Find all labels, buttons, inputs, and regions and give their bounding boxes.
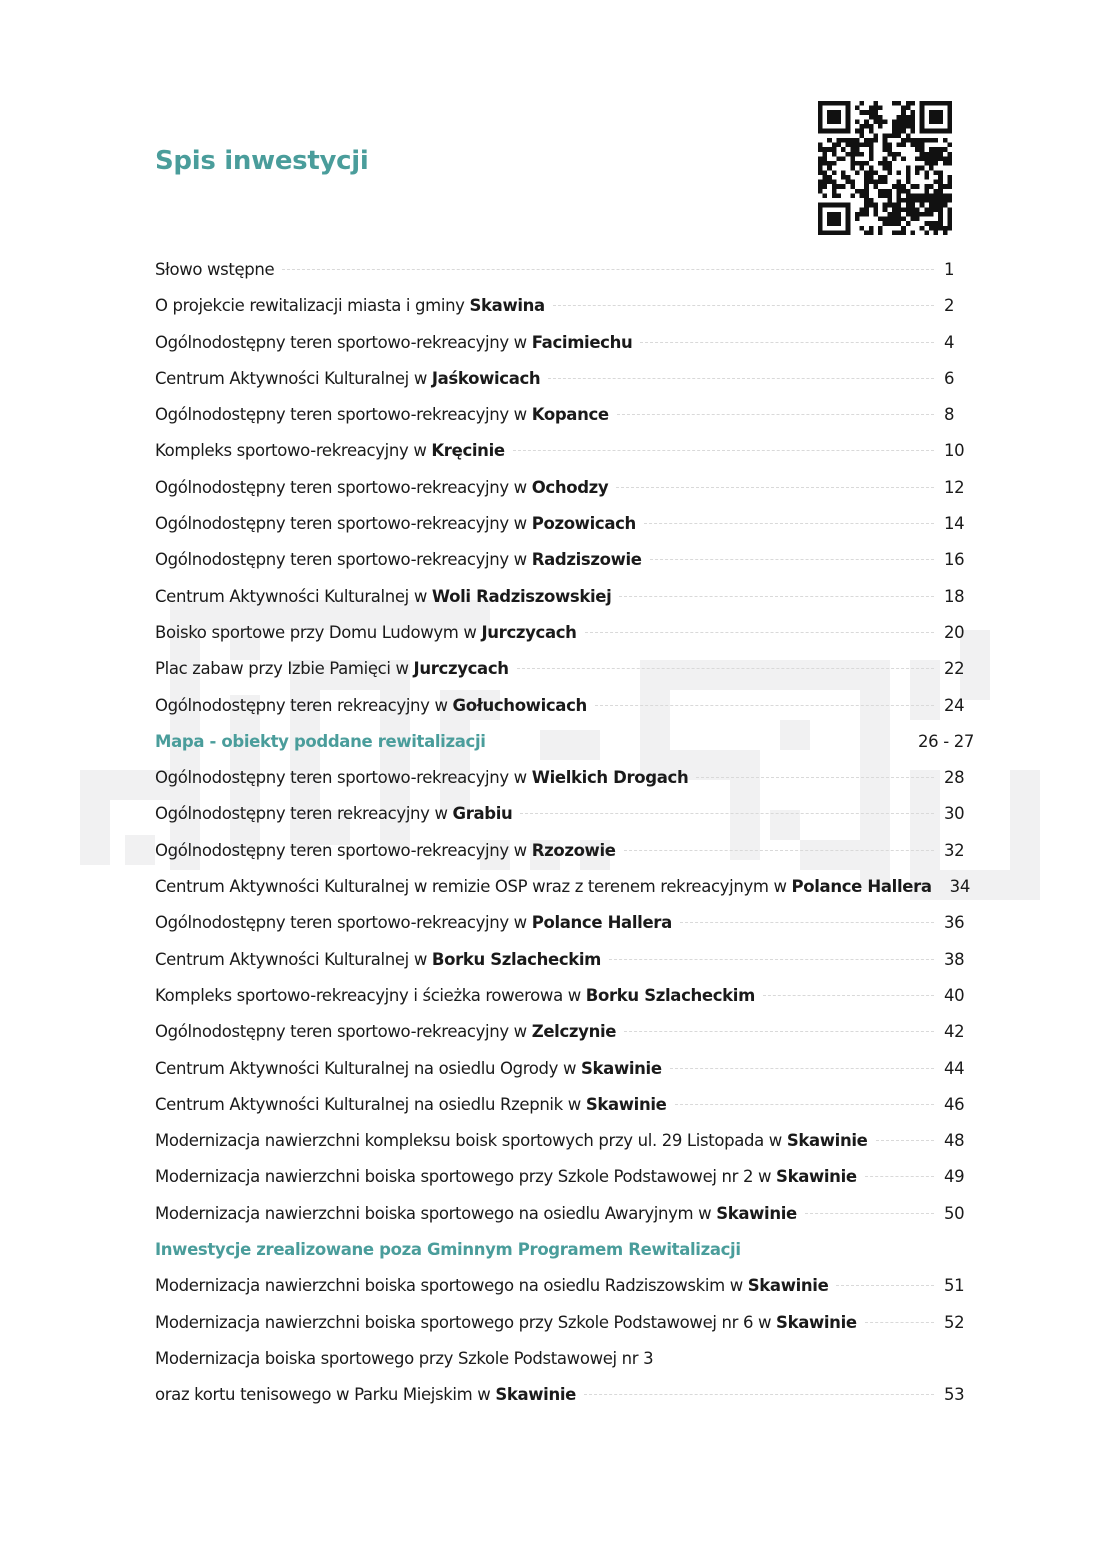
toc-entry-title	[155, 1014, 616, 1050]
dot-leader	[624, 1031, 934, 1032]
toc-entry-place: Zelczynie	[531, 1022, 617, 1042]
toc-entry-text: Modernizacja nawierzchni boiska sportowego przy Szkole Podstawowej nr 2 w	[155, 1167, 777, 1187]
toc-entry-title	[155, 433, 505, 469]
toc-entry-text: Kompleks sportowo-rekreacyjny w	[155, 441, 432, 461]
toc-entry-text: Kompleks sportowo-rekreacyjny i ścieżka rowerowa w	[155, 985, 586, 1005]
toc-entry	[155, 1268, 970, 1304]
toc-entry-title	[155, 688, 587, 724]
toc-entry	[155, 833, 970, 869]
toc-page-number: 22	[944, 659, 965, 679]
toc-entry-place: Facimiechu	[531, 332, 633, 352]
toc-page-number: 51	[944, 1276, 965, 1296]
dot-leader	[595, 705, 934, 706]
toc-entry	[155, 1051, 970, 1087]
toc-entry-place: Jurczycach	[413, 659, 509, 679]
toc-entry	[155, 615, 970, 651]
toc-entry-title	[155, 796, 512, 832]
toc-entry-title	[155, 905, 672, 941]
toc-entry-place: Gołuchowicach	[452, 695, 587, 715]
toc-entry	[155, 470, 970, 506]
toc-entry-text: Ogólnodostępny teren sportowo-rekreacyjny w	[155, 550, 532, 570]
toc-entry-text: Ogólnodostępny teren sportowo-rekreacyjny w	[155, 477, 532, 497]
dot-leader	[617, 414, 934, 415]
toc-entry-text: Słowo wstępne	[155, 260, 275, 279]
toc-entry-title	[155, 542, 642, 578]
toc-entry	[155, 651, 970, 687]
toc-entry-place: Skawinie	[747, 1276, 829, 1296]
toc-entry-title	[155, 1232, 741, 1268]
toc-entry-place: Skawinie	[776, 1167, 857, 1187]
toc-entry-title	[155, 506, 636, 542]
toc-entry	[155, 252, 970, 288]
toc-entry-title	[155, 252, 274, 288]
dot-leader	[513, 450, 934, 451]
dot-leader	[876, 1140, 934, 1141]
toc-page-number: 50	[944, 1203, 965, 1223]
dot-leader	[624, 850, 934, 851]
toc-entry-text: Modernizacja boiska sportowego przy Szkole Podstawowej nr 3	[155, 1348, 654, 1368]
dot-leader	[670, 1068, 934, 1069]
toc-entry	[155, 724, 974, 760]
toc-entry-text: Modernizacja nawierzchni boiska sportowego przy Szkole Podstawowej nr 6 w	[155, 1312, 777, 1332]
toc-entry-text: O projekcie rewitalizacji miasta i gminy	[155, 296, 470, 316]
toc-page-number: 34	[949, 877, 970, 897]
toc-entry-place: Skawina	[469, 296, 545, 316]
dot-leader	[805, 1213, 934, 1214]
toc-entry-place: Skawinie	[495, 1385, 577, 1405]
toc-entry-title	[155, 579, 611, 615]
toc-entry-place: Borku Szlacheckim	[585, 985, 755, 1005]
dot-leader	[520, 813, 934, 814]
toc-entry-place: Skawinie	[786, 1131, 868, 1151]
toc-entry-text: Centrum Aktywności Kulturalnej w	[155, 586, 432, 606]
toc-entry-text: Ogólnodostępny teren rekreacyjny w	[155, 695, 453, 715]
toc-entry	[155, 1087, 970, 1123]
dot-leader	[517, 668, 934, 669]
toc-entry-text: Plac zabaw przy Izbie Pamięci w	[155, 659, 414, 679]
toc-entry-place: Polance Hallera	[531, 913, 672, 933]
toc-entry-place: Borku Szlacheckim	[431, 949, 602, 969]
toc-page-number: 10	[944, 441, 965, 461]
dot-leader	[644, 523, 934, 524]
toc-page-number: 4	[944, 332, 955, 352]
dot-leader	[585, 632, 934, 633]
toc-entry	[155, 542, 970, 578]
toc-page-number: 40	[944, 985, 965, 1005]
toc-entry-text: Centrum Aktywności Kulturalnej na osiedlu Rzepnik w	[155, 1094, 586, 1114]
toc-entry-text: Modernizacja nawierzchni boiska sportowego na osiedlu Awaryjnym w	[155, 1203, 717, 1223]
toc-entry	[155, 869, 970, 905]
dot-leader	[675, 1104, 935, 1105]
toc-entry	[155, 760, 970, 796]
toc-entry-place: Skawinie	[585, 1094, 667, 1114]
dot-leader	[680, 922, 934, 923]
toc-page-number: 49	[944, 1167, 965, 1187]
toc-page-number: 18	[944, 586, 965, 606]
toc-entry-title	[155, 869, 932, 905]
toc-entry-text: Ogólnodostępny teren rekreacyjny w	[155, 804, 453, 824]
toc-entry	[155, 1305, 970, 1341]
toc-page-number: 44	[944, 1058, 965, 1078]
toc-entry-title	[155, 942, 601, 978]
toc-entry-title	[155, 651, 509, 687]
dot-leader	[640, 342, 934, 343]
toc-entry-title	[155, 361, 540, 397]
toc-page-number: 20	[944, 622, 965, 642]
toc-page-number: 38	[944, 949, 965, 969]
toc-entry-title	[155, 615, 577, 651]
toc-entry	[155, 579, 970, 615]
toc-entry-title	[155, 1341, 653, 1377]
toc-entry-title	[155, 1268, 828, 1304]
toc-entry	[155, 1341, 970, 1377]
toc-entry-title	[155, 1123, 868, 1159]
dot-leader	[865, 1176, 934, 1177]
toc-page-number: 32	[944, 840, 965, 860]
toc-page-number: 46	[944, 1094, 965, 1114]
toc-entry	[155, 905, 970, 941]
dot-leader	[619, 596, 934, 597]
toc-entry	[155, 325, 970, 361]
toc-page-number: 8	[944, 405, 955, 425]
toc-entry-text: Centrum Aktywności Kulturalnej w remizie OSP wraz z terenem rekreacyjnym w	[155, 877, 792, 897]
toc-entry-text: Centrum Aktywności Kulturalnej w	[155, 949, 432, 969]
toc-page-number: 24	[944, 695, 965, 715]
toc-page-number: 6	[944, 368, 955, 388]
toc-entry-place: Grabiu	[452, 804, 513, 824]
toc-entry-title	[155, 760, 688, 796]
toc-entry	[155, 1123, 970, 1159]
toc-entry-text: Ogólnodostępny teren sportowo-rekreacyjny w	[155, 840, 532, 860]
toc-entry-title	[155, 1377, 576, 1413]
dot-leader	[616, 487, 934, 488]
toc-entry-place: Skawinie	[776, 1312, 857, 1332]
toc-entry-text: Modernizacja nawierzchni boiska sportowego na osiedlu Radziszowskim w	[155, 1276, 748, 1296]
dot-leader	[494, 741, 934, 742]
toc-entry-text: Ogólnodostępny teren sportowo-rekreacyjny w	[155, 405, 532, 425]
toc-entry	[155, 978, 970, 1014]
toc-entry-text: Ogólnodostępny teren sportowo-rekreacyjny w	[155, 514, 532, 534]
toc-entry	[155, 506, 970, 542]
toc-entry-title	[155, 724, 486, 760]
toc-entry-place: Skawinie	[716, 1203, 797, 1223]
toc-page-number: 48	[944, 1131, 965, 1151]
toc-entry-place: Pozowicach	[531, 514, 636, 534]
toc-entry	[155, 433, 970, 469]
dot-leader	[548, 378, 934, 379]
toc-page-number: 30	[944, 804, 965, 824]
dot-leader	[865, 1322, 934, 1323]
dot-leader	[282, 269, 934, 270]
toc-entry-text: Centrum Aktywności Kulturalnej w	[155, 368, 432, 388]
toc-page-number: 16	[944, 550, 965, 570]
toc-entry-title	[155, 978, 755, 1014]
toc-entry-title	[155, 1159, 857, 1195]
toc-page-number: 26 - 27	[918, 731, 974, 751]
toc-entry-title	[155, 1051, 662, 1087]
toc-entry-title	[155, 1087, 667, 1123]
toc-entry-text: Ogólnodostępny teren sportowo-rekreacyjny w	[155, 1022, 532, 1042]
dot-leader	[836, 1285, 934, 1286]
toc-entry-place: Skawinie	[581, 1058, 662, 1078]
toc-entry-title	[155, 1196, 797, 1232]
toc-entry-place: Jaśkowicach	[431, 368, 541, 388]
toc-entry-title	[155, 1305, 857, 1341]
toc-entry	[155, 688, 970, 724]
toc-entry-place: Rzozowie	[531, 840, 616, 860]
toc-entry-text: Ogólnodostępny teren sportowo-rekreacyjny w	[155, 913, 532, 933]
toc-entry-place: Jurczycach	[481, 622, 577, 642]
toc-entry-text: Centrum Aktywności Kulturalnej na osiedlu Ogrody w	[155, 1058, 582, 1078]
toc-page-number: 2	[944, 296, 955, 316]
dot-leader	[584, 1394, 934, 1395]
toc-entry-place: Wielkich Drogach	[531, 768, 689, 788]
toc-entry-text: Ogólnodostępny teren sportowo-rekreacyjny w	[155, 332, 532, 352]
toc-page-number: 28	[944, 768, 965, 788]
toc-page-number: 52	[944, 1312, 965, 1332]
toc-entry	[155, 397, 970, 433]
qr-code-icon	[818, 101, 952, 235]
toc-entry	[155, 796, 970, 832]
toc-entry-title	[155, 288, 545, 324]
dot-leader	[650, 559, 934, 560]
toc-entry-title	[155, 470, 608, 506]
toc-entry-title	[155, 397, 609, 433]
toc-entry	[155, 1232, 970, 1268]
toc-page-number: 14	[944, 514, 965, 534]
toc-entry	[155, 1014, 970, 1050]
toc-entry	[155, 1196, 970, 1232]
page-title: Spis inwestycji	[155, 146, 369, 176]
toc-page-number: 53	[944, 1385, 965, 1405]
toc-entry	[155, 1377, 970, 1413]
toc-entry	[155, 361, 970, 397]
toc-page-number: 42	[944, 1022, 965, 1042]
toc-entry	[155, 288, 970, 324]
toc-entry	[155, 942, 970, 978]
dot-leader	[763, 995, 934, 996]
toc-page-number: 36	[944, 913, 965, 933]
toc-entry-place: Woli Radziszowskiej	[431, 586, 612, 606]
toc-entry-place: Polance Hallera	[791, 877, 932, 897]
toc-entry-text: oraz kortu tenisowego w Parku Miejskim w	[155, 1385, 496, 1405]
toc-entry-title	[155, 325, 632, 361]
toc-page-number: 12	[944, 477, 965, 497]
toc-entry-text: Modernizacja nawierzchni kompleksu boisk sportowych przy ul. 29 Listopada w	[155, 1131, 787, 1151]
toc-entry-title	[155, 833, 616, 869]
toc-entry-place: Ochodzy	[531, 477, 609, 497]
toc-entry-place: Kopance	[531, 405, 609, 425]
toc-entry-text: Inwestycje zrealizowane poza Gminnym Programem Rewitalizacji	[155, 1240, 741, 1260]
toc-entry-place: Radziszowie	[531, 550, 642, 570]
toc-entry-text: Mapa - obiekty poddane rewitalizacji	[155, 731, 486, 751]
dot-leader	[696, 777, 934, 778]
toc-entry-text: Boisko sportowe przy Domu Ludowym w	[155, 622, 482, 642]
toc-entry	[155, 1159, 970, 1195]
dot-leader	[609, 959, 934, 960]
dot-leader	[553, 305, 934, 306]
table-of-contents	[155, 252, 974, 1414]
toc-entry-place: Kręcinie	[431, 441, 505, 461]
toc-entry-text: Ogólnodostępny teren sportowo-rekreacyjny w	[155, 768, 532, 788]
toc-page-number: 1	[944, 260, 955, 279]
